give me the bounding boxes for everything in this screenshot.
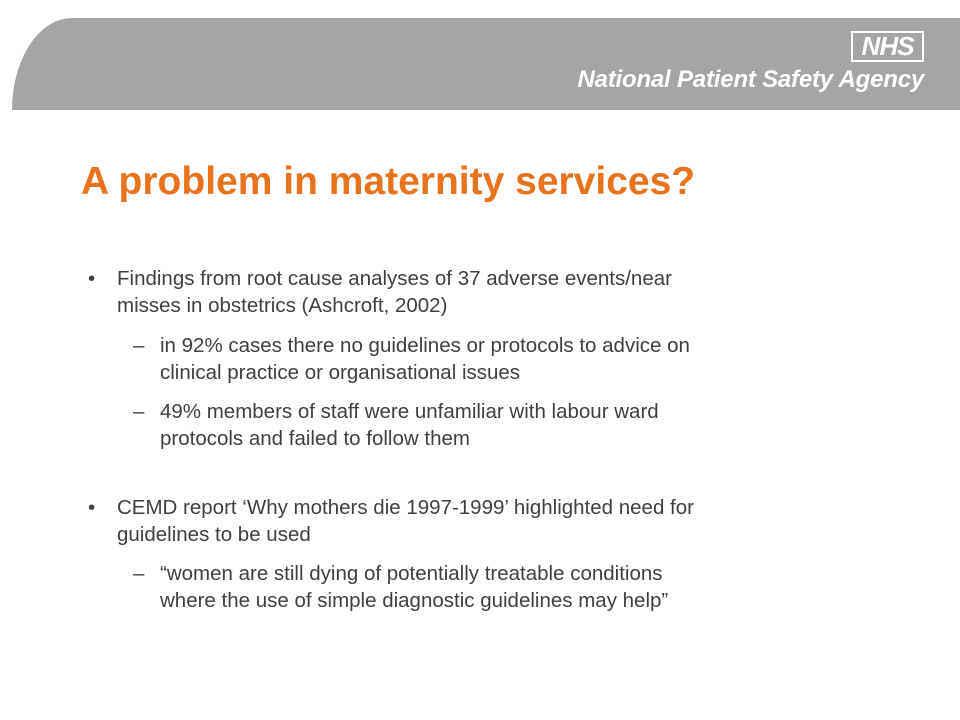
sub-bullet-marker: –: [133, 400, 145, 423]
bullet-marker: •: [88, 496, 96, 519]
sub-bullet-2-line-2: protocols and failed to follow them: [160, 427, 470, 450]
sub-bullet-2-line-1: 49% members of staff were unfamiliar with labour ward: [160, 400, 659, 423]
sub-bullet-marker: –: [133, 334, 145, 357]
nhs-logo: NHS: [851, 31, 924, 62]
bullet-2-line-1: CEMD report ‘Why mothers die 1997-1999’ highlighted need for: [117, 496, 694, 519]
bullet-marker: •: [88, 267, 96, 290]
sub-bullet-1-line-1: in 92% cases there no guidelines or protocols to advice on: [160, 334, 690, 357]
slide-title: A problem in maternity services?: [81, 160, 696, 203]
sub-bullet-3-line-2: where the use of simple diagnostic guidelines may help”: [160, 589, 669, 612]
sub-bullet-marker: –: [133, 562, 145, 585]
bullet-1-line-2: misses in obstetrics (Ashcroft, 2002): [117, 294, 448, 317]
agency-name: National Patient Safety Agency: [577, 66, 924, 93]
sub-bullet-3-line-1: “women are still dying of potentially treatable conditions: [160, 562, 663, 585]
bullet-2-line-2: guidelines to be used: [117, 523, 311, 546]
sub-bullet-1-line-2: clinical practice or organisational issues: [160, 361, 521, 384]
bullet-1-line-1: Findings from root cause analyses of 37 adverse events/near: [117, 267, 672, 290]
